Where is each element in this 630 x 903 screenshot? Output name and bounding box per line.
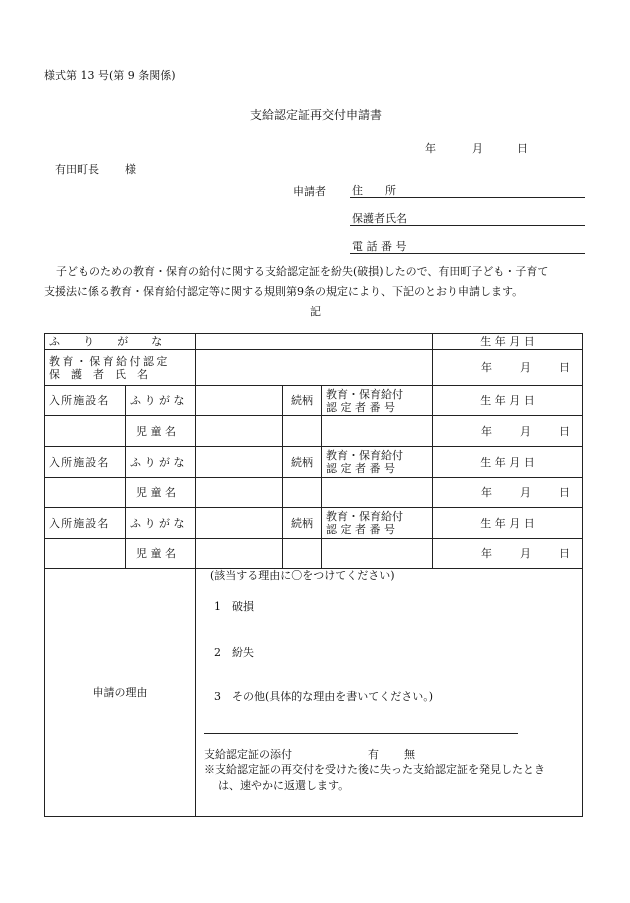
facility-label: 入所施設名 [45, 447, 126, 478]
child-name-input[interactable] [196, 478, 283, 508]
recipient-birthdate[interactable]: 年 月 日 [433, 350, 583, 386]
attachment-label: 支給認定証の添付 [204, 748, 293, 761]
table-row [45, 508, 583, 539]
relation-input[interactable] [283, 539, 322, 569]
reason-instruction: (該当する理由に〇をつけてください) [210, 569, 395, 582]
child-name-input[interactable] [196, 539, 283, 569]
application-table [44, 333, 583, 817]
ki-mark: 記 [310, 305, 321, 318]
addressee: 有田町長 [55, 163, 99, 176]
child-name-label: 児 童 名 [126, 539, 196, 569]
form-number: 様式第 13 号(第 9 条関係) [44, 69, 176, 82]
facility-label: 入所施設名 [45, 386, 126, 416]
reason-cell[interactable] [196, 569, 583, 817]
child-name-input[interactable] [196, 416, 283, 447]
facility-input[interactable] [45, 478, 126, 508]
guardian-birthdate[interactable]: 生 年 月 日 [433, 334, 583, 350]
reason-option-lost[interactable]: 2 紛失 [214, 646, 255, 659]
furigana-label: ふ り が な [45, 334, 196, 350]
child-birthdate-value[interactable]: 年 月 日 [433, 416, 583, 447]
table-row [45, 416, 583, 447]
date-year: 年 [425, 142, 436, 155]
other-reason-line[interactable] [204, 733, 518, 734]
reason-option-other[interactable]: 3 その他(具体的な理由を書いてください。) [214, 690, 434, 703]
guardian-name-line[interactable] [350, 225, 585, 226]
facility-input[interactable] [45, 539, 126, 569]
relation-label: 続柄 [283, 386, 322, 416]
table-row [45, 447, 583, 478]
recipient-name-input[interactable] [196, 350, 433, 386]
table-row [45, 569, 583, 817]
facility-input[interactable] [45, 416, 126, 447]
child-furigana-label: ふ り が な [126, 447, 196, 478]
phone-label: 電 話 番 号 [352, 240, 407, 253]
child-birthdate-value[interactable]: 年 月 日 [433, 478, 583, 508]
document-title: 支給認定証再交付申請書 [250, 108, 383, 122]
applicant-label: 申請者 [293, 185, 326, 198]
child-furigana-input[interactable] [196, 386, 283, 416]
child-furigana-input[interactable] [196, 508, 283, 539]
reason-option-damaged[interactable]: 1 破損 [214, 600, 255, 613]
table-row [45, 478, 583, 508]
child-birthdate[interactable]: 生 年 月 日 [433, 508, 583, 539]
cert-number-label: 教育・保育給付 認 定 者 番 号 [322, 386, 433, 416]
table-row [45, 386, 583, 416]
facility-label: 入所施設名 [45, 508, 126, 539]
child-name-label: 児 童 名 [126, 416, 196, 447]
cert-number-label: 教育・保育給付 認 定 者 番 号 [322, 508, 433, 539]
guardian-name-label: 保護者氏名 [352, 212, 407, 225]
child-name-label: 児 童 名 [126, 478, 196, 508]
recipient-name-label: 教育・保育給付認定 保 護 者 氏 名 [45, 350, 196, 386]
return-note-line1: ※支給認定証の再交付を受けた後に失った支給認定証を発見したとき [204, 763, 546, 776]
table-row [45, 539, 583, 569]
body-text-line2: 支援法に係る教育・保育給付認定等に関する規則第9条の規定により、下記のとおり申請します。 [44, 285, 524, 298]
table-row [45, 350, 583, 386]
relation-label: 続柄 [283, 508, 322, 539]
furigana-input[interactable] [196, 334, 433, 350]
child-birthdate[interactable]: 生 年 月 日 [433, 447, 583, 478]
cert-number-input[interactable] [322, 416, 433, 447]
return-note-line2: は、速やかに返還します。 [218, 779, 350, 792]
child-furigana-label: ふ り が な [126, 386, 196, 416]
cert-number-input[interactable] [322, 539, 433, 569]
child-furigana-label: ふ り が な [126, 508, 196, 539]
relation-input[interactable] [283, 478, 322, 508]
address-label: 住 所 [352, 184, 396, 197]
attachment-yes[interactable]: 有 [368, 748, 380, 761]
cert-number-label: 教育・保育給付 認 定 者 番 号 [322, 447, 433, 478]
child-birthdate[interactable]: 生 年 月 日 [433, 386, 583, 416]
cert-number-input[interactable] [322, 478, 433, 508]
relation-label: 続柄 [283, 447, 322, 478]
child-birthdate-value[interactable]: 年 月 日 [433, 539, 583, 569]
address-line[interactable] [350, 197, 585, 198]
phone-line[interactable] [350, 253, 585, 254]
body-text-line1: 子どものための教育・保育の給付に関する支給認定証を紛失(破損)したので、有田町子ども・子育て [56, 265, 549, 278]
date-month: 月 [472, 142, 483, 155]
relation-input[interactable] [283, 416, 322, 447]
child-furigana-input[interactable] [196, 447, 283, 478]
reason-label: 申請の理由 [45, 569, 196, 817]
date-day: 日 [517, 142, 528, 155]
honorific: 様 [125, 163, 136, 176]
attachment-no[interactable]: 無 [404, 748, 416, 761]
table-row [45, 334, 583, 350]
